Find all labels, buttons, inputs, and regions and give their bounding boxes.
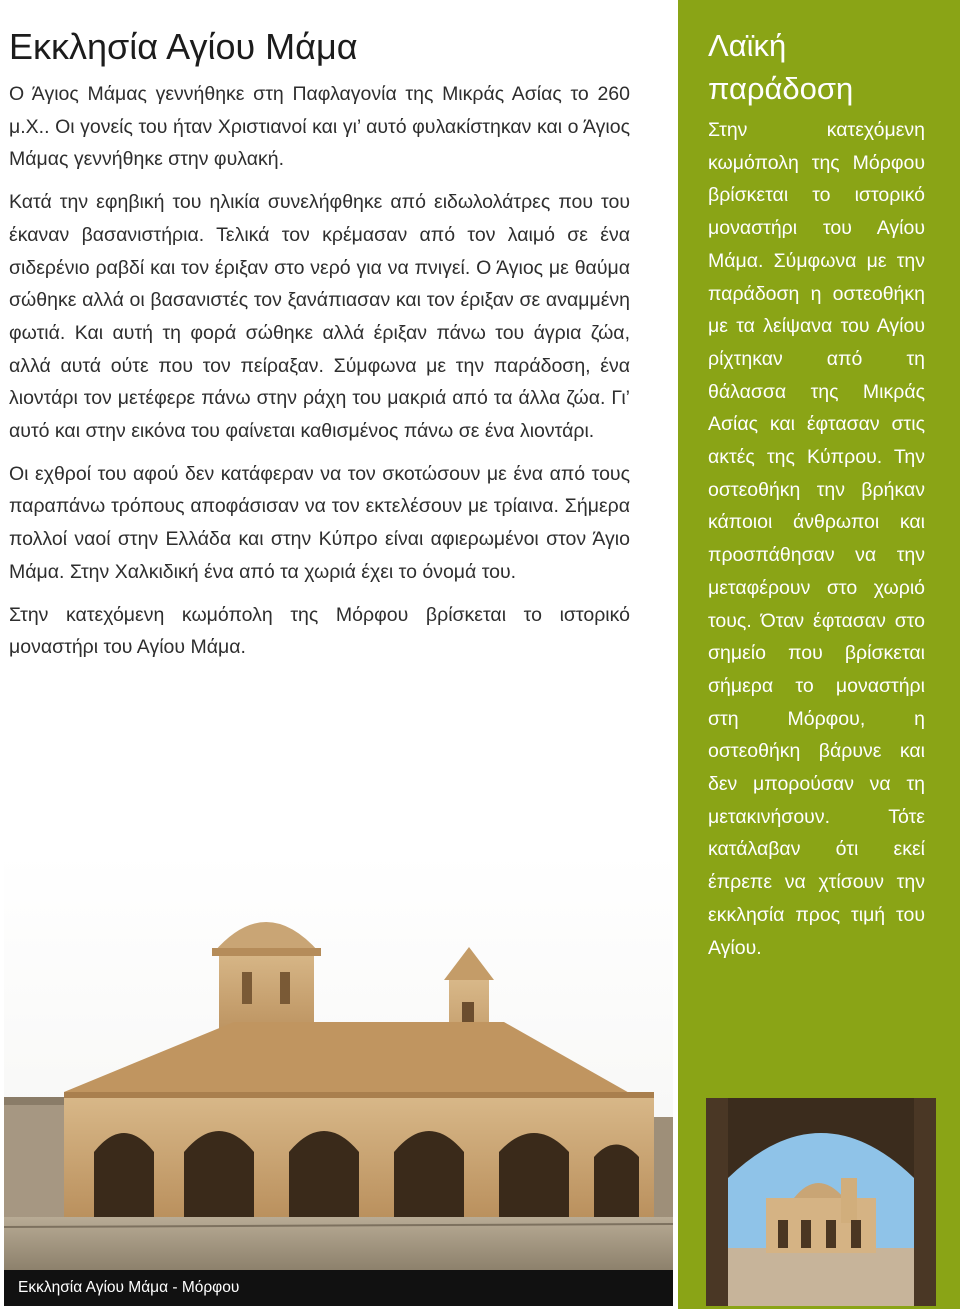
sidebar-heading: Λαϊκή παράδοση — [708, 28, 854, 106]
photo-caption: Εκκλησία Αγίου Μάμα - Μόρφου — [18, 1279, 240, 1296]
photo-caption-bar — [4, 1270, 673, 1306]
paragraph-monastery: Στην κατεχόμενη κωμόπολη της Μόρφου βρίσκεται το ιστορικό μοναστήρι του Αγίου Μάμα. — [9, 603, 630, 659]
main-column — [9, 24, 630, 674]
paragraph-birth: Ο Άγιος Μάμας γεννήθηκε στη Παφλαγονία της Μικράς Ασίας το 260 μ.Χ.. Οι γονείς του ήταν Χριστιανοί και γι’ αυτό φυλακίστηκαν και ο Άγιος Μάμας γεννήθηκε στην φυλακή. — [9, 83, 630, 171]
sidebar-text: Στην κατεχόμενη κωμόπολη της Μόρφου βρίσκεται το ιστορικό μοναστήρι του Αγίου Μάμα. Σύμφωνα με την παράδοση η οστεοθήκη με τα λείψανα του Αγίου ρίχτηκαν από τη θάλασσα της Μικράς Ασίας και έφτασαν στις ακτές της Κύπρου. Την οστεοθήκη την βρήκαν κάποιοι άνθρωποι και προσπάθησαν να την μεταφέρουν στο χωριό τους. Όταν έφτασαν στο σημείο που βρίσκεται σήμερα το μοναστήρι στη Μόρφου, η οστεοθήκη βάρυνε και δεν μπορούσαν να τη μετακινήσουν. Τότε κατάλαβαν ότι εκεί έπρεπε να χτίσουν την εκκλησία προς τιμή του Αγίου. — [708, 119, 925, 959]
sidebar-photo — [706, 1098, 936, 1306]
sidebar — [678, 0, 960, 1309]
paragraph-execution: Οι εχθροί του αφού δεν κατάφεραν να τον σκοτώσουν με ένα από τους παραπάνω τρόπους αποφάσισαν να τον εκτελέσουν με τρίαινα. Σήμερα πολλοί ναοί στην Ελλάδα και στην Κύπρο είναι αφιερωμένοι στον Άγιο Μάμα. Στην Χαλκιδική ένα από τα χωριά έχει το όνομά του. — [9, 462, 630, 583]
church-photo — [4, 852, 673, 1270]
paragraph-torture: Κατά την εφηβική του ηλικία συνελήφθηκε από ειδωλολάτρες που του έκαναν βασανιστήρια. Τελικά τον κρέμασαν από τον λαιμό σε ένα σιδερένιο ραβδί και τον έριξαν στο νερό για να πνιγεί. Ο Άγιος με θαύμα σώθηκε αλλά οι βασανιστές τον ξανάπιασαν και τον έριξαν σε αναμμένη φωτιά. Και αυτή τη φορά σώθηκε αλλά έριξαν πάνω του άγρια ζώα, αλλά αυτά ούτε που τον πείραξαν. Σύμφωνα με την παράδοση, ένα λιοντάρι τον μετέφερε πάνω στην ράχη του μακριά από τα άλλα ζώα. Γι’ αυτό και στην εικόνα του φαίνεται καθισμένος πάνω σε ένα λιοντάρι. — [9, 191, 630, 443]
page-title: Εκκλησία Αγίου Μάμα — [9, 26, 358, 67]
